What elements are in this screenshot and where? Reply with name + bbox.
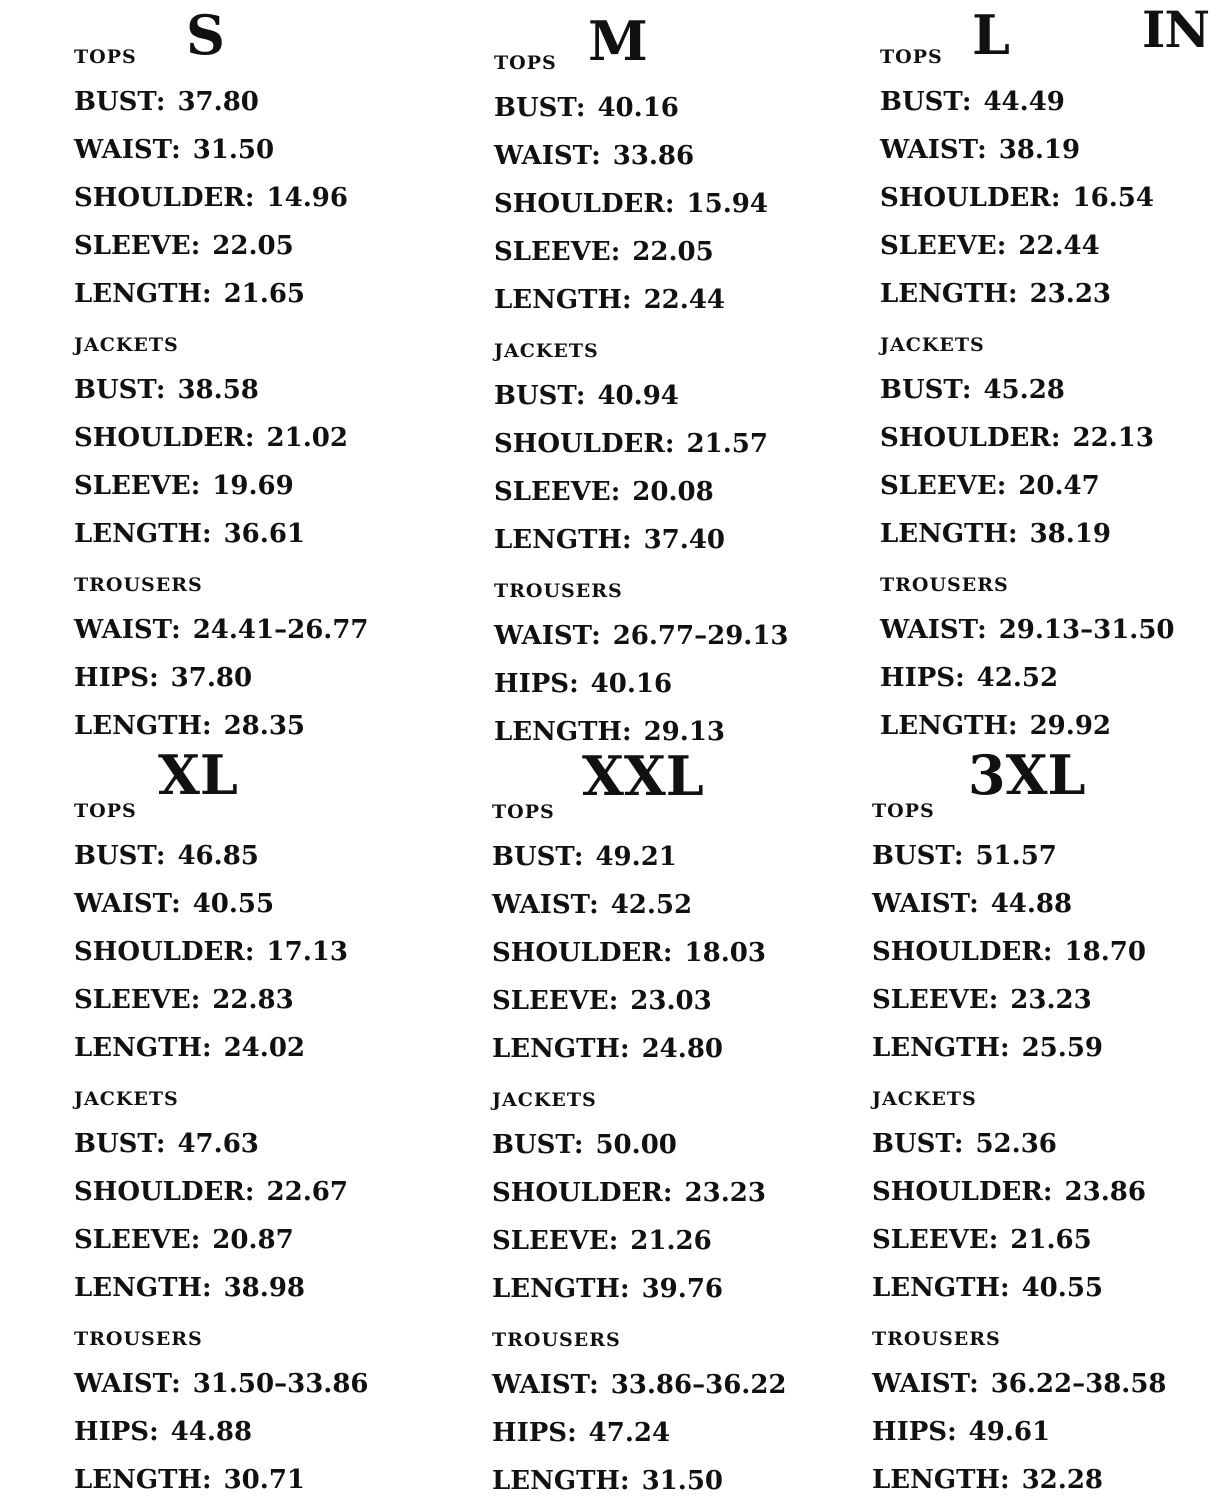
- measure-value: 15.94: [686, 189, 768, 219]
- tops-sleeve-row: SLEEVE: 22.44: [880, 231, 1100, 261]
- measure-value: 24.80: [641, 1034, 724, 1064]
- measure-label: WAIST: [880, 135, 978, 165]
- measure-label: SHOULDER: [74, 937, 245, 967]
- measure-label: LENGTH: [492, 1034, 620, 1064]
- measure-value: 38.58: [177, 375, 259, 405]
- measure-label: SHOULDER: [880, 423, 1051, 453]
- tops-shoulder-row: SHOULDER: 17.13: [74, 937, 348, 967]
- measure-value: 22.05: [632, 237, 714, 267]
- measure-label: WAIST: [74, 615, 172, 645]
- measure-value: 42.52: [610, 890, 693, 920]
- tops-bust-row: BUST: 37.80: [74, 87, 259, 117]
- measure-value: 49.61: [968, 1417, 1051, 1447]
- tops-waist-row: WAIST: 38.19: [880, 135, 1081, 165]
- measure-label: SLEEVE: [492, 986, 609, 1016]
- jackets-bust-row: BUST: 47.63: [74, 1129, 259, 1159]
- trousers-waist-row: WAIST: 31.50–33.86: [74, 1369, 369, 1399]
- jackets-shoulder-row: SHOULDER: 22.67: [74, 1177, 348, 1207]
- measure-value: 22.83: [212, 985, 294, 1015]
- size-title: 3XL: [968, 743, 1086, 807]
- measure-label: LENGTH: [74, 279, 202, 309]
- measure-label: LENGTH: [880, 711, 1008, 741]
- measure-value: 38.98: [223, 1273, 306, 1303]
- jackets-shoulder-row: SHOULDER: 23.86: [872, 1177, 1146, 1207]
- tops-sleeve-row: SLEEVE: 23.03: [492, 986, 712, 1016]
- trousers-hips-row: HIPS: 49.61: [872, 1417, 1051, 1447]
- measure-label: LENGTH: [494, 285, 622, 315]
- tops-shoulder-row: SHOULDER: 14.96: [74, 183, 348, 213]
- trousers-length-row: LENGTH: 30.71: [74, 1465, 306, 1495]
- tops-sleeve-row: SLEEVE: 22.83: [74, 985, 294, 1015]
- measure-label: SLEEVE: [74, 985, 191, 1015]
- measure-label: HIPS: [880, 663, 956, 693]
- measure-label: WAIST: [74, 889, 172, 919]
- measure-label: SHOULDER: [494, 429, 665, 459]
- measure-value: 16.54: [1072, 183, 1154, 213]
- size-title: XXL: [582, 744, 704, 808]
- tops-waist-row: WAIST: 40.55: [74, 889, 275, 919]
- tops-length-row: LENGTH: 24.02: [74, 1033, 306, 1063]
- size-column-m: [494, 6, 834, 751]
- measure-value: 26.77–29.13: [612, 621, 789, 651]
- measure-label: BUST: [872, 1129, 954, 1159]
- tops-bust-row: BUST: 51.57: [872, 841, 1057, 871]
- section-jackets-label: JACKETS: [74, 334, 179, 356]
- measure-label: HIPS: [74, 663, 150, 693]
- trousers-length-row: LENGTH: 29.13: [494, 717, 726, 747]
- jackets-sleeve-row: SLEEVE: 20.47: [880, 471, 1100, 501]
- jackets-length-row: LENGTH: 38.98: [74, 1273, 306, 1303]
- measure-label: BUST: [74, 841, 156, 871]
- section-tops-label: TOPS: [74, 46, 137, 68]
- section-trousers-label: TROUSERS: [492, 1329, 621, 1351]
- size-title: L: [972, 3, 1010, 67]
- measure-value: 22.67: [266, 1177, 348, 1207]
- measure-value: 22.44: [1018, 231, 1100, 261]
- jackets-shoulder-row: SHOULDER: 21.02: [74, 423, 348, 453]
- section-tops-label: TOPS: [880, 46, 943, 68]
- measure-value: 33.86–36.22: [610, 1370, 787, 1400]
- measure-label: WAIST: [872, 1369, 970, 1399]
- section-jackets-label: JACKETS: [492, 1089, 597, 1111]
- measure-value: 21.26: [630, 1226, 712, 1256]
- measure-label: BUST: [492, 842, 574, 872]
- trousers-hips-row: HIPS: 42.52: [880, 663, 1059, 693]
- measure-label: BUST: [494, 93, 576, 123]
- trousers-hips-row: HIPS: 37.80: [74, 663, 253, 693]
- tops-shoulder-row: SHOULDER: 15.94: [494, 189, 768, 219]
- measure-label: SLEEVE: [492, 1226, 609, 1256]
- tops-length-row: LENGTH: 21.65: [74, 279, 306, 309]
- measure-value: 21.02: [266, 423, 348, 453]
- tops-waist-row: WAIST: 44.88: [872, 889, 1073, 919]
- measure-value: 20.08: [632, 477, 714, 507]
- jackets-shoulder-row: SHOULDER: 23.23: [492, 1178, 766, 1208]
- measure-value: 22.44: [643, 285, 726, 315]
- trousers-length-row: LENGTH: 31.50: [492, 1466, 724, 1496]
- measure-label: SHOULDER: [74, 423, 245, 453]
- measure-value: 14.96: [266, 183, 348, 213]
- section-trousers-label: TROUSERS: [74, 1328, 203, 1350]
- tops-bust-row: BUST: 49.21: [492, 842, 677, 872]
- measure-label: BUST: [74, 1129, 156, 1159]
- measure-value: 40.94: [597, 381, 679, 411]
- section-trousers-label: TROUSERS: [880, 574, 1009, 596]
- section-jackets-label: JACKETS: [872, 1088, 977, 1110]
- jackets-bust-row: BUST: 50.00: [492, 1130, 677, 1160]
- measure-label: HIPS: [74, 1417, 150, 1447]
- measure-value: 37.40: [643, 525, 726, 555]
- measure-label: SLEEVE: [74, 471, 191, 501]
- unit-label: IN: [1142, 0, 1210, 59]
- measure-label: WAIST: [74, 135, 172, 165]
- size-column-xl: [74, 743, 414, 1499]
- tops-waist-row: WAIST: 42.52: [492, 890, 693, 920]
- measure-label: SLEEVE: [74, 1225, 191, 1255]
- jackets-shoulder-row: SHOULDER: 22.13: [880, 423, 1154, 453]
- measure-label: LENGTH: [492, 1274, 620, 1304]
- size-title: S: [186, 3, 225, 67]
- measure-value: 52.36: [975, 1129, 1057, 1159]
- measure-label: SLEEVE: [880, 471, 997, 501]
- measure-value: 44.88: [170, 1417, 253, 1447]
- measure-value: 49.21: [595, 842, 677, 872]
- tops-bust-row: BUST: 40.16: [494, 93, 679, 123]
- measure-value: 40.16: [590, 669, 673, 699]
- measure-value: 29.13: [643, 717, 726, 747]
- trousers-hips-row: HIPS: 40.16: [494, 669, 673, 699]
- measure-label: BUST: [74, 87, 156, 117]
- trousers-hips-row: HIPS: 44.88: [74, 1417, 253, 1447]
- jackets-length-row: LENGTH: 37.40: [494, 525, 726, 555]
- jackets-bust-row: BUST: 45.28: [880, 375, 1065, 405]
- section-tops-label: TOPS: [74, 800, 137, 822]
- measure-value: 44.88: [990, 889, 1073, 919]
- measure-value: 18.70: [1064, 937, 1146, 967]
- measure-value: 46.85: [177, 841, 259, 871]
- jackets-length-row: LENGTH: 38.19: [880, 519, 1112, 549]
- measure-label: WAIST: [492, 890, 590, 920]
- jackets-length-row: LENGTH: 39.76: [492, 1274, 724, 1304]
- measure-value: 40.16: [597, 93, 679, 123]
- section-tops-label: TOPS: [494, 52, 557, 74]
- measure-label: SHOULDER: [872, 1177, 1043, 1207]
- measure-value: 22.05: [212, 231, 294, 261]
- measure-label: LENGTH: [872, 1273, 1000, 1303]
- jackets-length-row: LENGTH: 36.61: [74, 519, 306, 549]
- measure-label: BUST: [872, 841, 954, 871]
- size-column-3xl: [872, 743, 1212, 1499]
- measure-label: LENGTH: [494, 717, 622, 747]
- measure-value: 25.59: [1021, 1033, 1104, 1063]
- measure-label: SLEEVE: [74, 231, 191, 261]
- measure-value: 40.55: [1021, 1273, 1104, 1303]
- measure-label: SHOULDER: [494, 189, 665, 219]
- measure-label: LENGTH: [880, 279, 1008, 309]
- jackets-sleeve-row: SLEEVE: 20.87: [74, 1225, 294, 1255]
- measure-value: 44.49: [983, 87, 1065, 117]
- measure-value: 50.00: [595, 1130, 677, 1160]
- trousers-waist-row: WAIST: 29.13–31.50: [880, 615, 1175, 645]
- tops-length-row: LENGTH: 25.59: [872, 1033, 1104, 1063]
- tops-shoulder-row: SHOULDER: 18.03: [492, 938, 766, 968]
- measure-label: LENGTH: [880, 519, 1008, 549]
- tops-sleeve-row: SLEEVE: 22.05: [494, 237, 714, 267]
- measure-label: BUST: [74, 375, 156, 405]
- trousers-length-row: LENGTH: 29.92: [880, 711, 1112, 741]
- measure-value: 20.87: [212, 1225, 294, 1255]
- section-trousers-label: TROUSERS: [494, 580, 623, 602]
- tops-length-row: LENGTH: 22.44: [494, 285, 726, 315]
- section-tops-label: TOPS: [872, 800, 935, 822]
- measure-label: SLEEVE: [880, 231, 997, 261]
- measure-label: HIPS: [492, 1418, 568, 1448]
- section-tops-label: TOPS: [492, 801, 555, 823]
- measure-label: BUST: [494, 381, 576, 411]
- measure-label: SHOULDER: [74, 1177, 245, 1207]
- trousers-length-row: LENGTH: 28.35: [74, 711, 306, 741]
- size-column-s: [74, 0, 414, 745]
- measure-label: HIPS: [872, 1417, 948, 1447]
- section-trousers-label: TROUSERS: [74, 574, 203, 596]
- measure-value: 23.23: [684, 1178, 766, 1208]
- measure-value: 18.03: [684, 938, 766, 968]
- measure-label: LENGTH: [494, 525, 622, 555]
- measure-label: LENGTH: [492, 1466, 620, 1496]
- tops-sleeve-row: SLEEVE: 22.05: [74, 231, 294, 261]
- measure-value: 23.23: [1029, 279, 1112, 309]
- section-trousers-label: TROUSERS: [872, 1328, 1001, 1350]
- tops-length-row: LENGTH: 24.80: [492, 1034, 724, 1064]
- measure-label: SHOULDER: [492, 938, 663, 968]
- measure-label: LENGTH: [74, 1273, 202, 1303]
- jackets-bust-row: BUST: 40.94: [494, 381, 679, 411]
- jackets-bust-row: BUST: 52.36: [872, 1129, 1057, 1159]
- tops-waist-row: WAIST: 31.50: [74, 135, 275, 165]
- measure-label: BUST: [880, 375, 962, 405]
- tops-shoulder-row: SHOULDER: 18.70: [872, 937, 1146, 967]
- measure-label: LENGTH: [74, 1033, 202, 1063]
- measure-label: WAIST: [492, 1370, 590, 1400]
- tops-length-row: LENGTH: 23.23: [880, 279, 1112, 309]
- measure-value: 33.86: [612, 141, 695, 171]
- measure-label: SHOULDER: [74, 183, 245, 213]
- measure-label: SLEEVE: [494, 237, 611, 267]
- measure-value: 32.28: [1021, 1465, 1104, 1495]
- measure-value: 24.02: [223, 1033, 306, 1063]
- measure-label: WAIST: [880, 615, 978, 645]
- measure-value: 20.47: [1018, 471, 1100, 501]
- measure-label: WAIST: [494, 621, 592, 651]
- trousers-waist-row: WAIST: 26.77–29.13: [494, 621, 789, 651]
- measure-value: 31.50: [641, 1466, 724, 1496]
- trousers-waist-row: WAIST: 24.41–26.77: [74, 615, 369, 645]
- measure-label: WAIST: [872, 889, 970, 919]
- measure-value: 24.41–26.77: [192, 615, 369, 645]
- measure-value: 37.80: [177, 87, 259, 117]
- measure-value: 40.55: [192, 889, 275, 919]
- measure-value: 47.24: [588, 1418, 671, 1448]
- measure-label: LENGTH: [872, 1465, 1000, 1495]
- measure-value: 30.71: [223, 1465, 306, 1495]
- tops-bust-row: BUST: 44.49: [880, 87, 1065, 117]
- measure-value: 21.65: [223, 279, 306, 309]
- measure-value: 47.63: [177, 1129, 259, 1159]
- measure-label: SHOULDER: [872, 937, 1043, 967]
- trousers-waist-row: WAIST: 36.22–38.58: [872, 1369, 1167, 1399]
- measure-value: 31.50–33.86: [192, 1369, 369, 1399]
- measure-label: LENGTH: [74, 1465, 202, 1495]
- measure-value: 51.57: [975, 841, 1057, 871]
- measure-label: BUST: [880, 87, 962, 117]
- measure-value: 29.92: [1029, 711, 1112, 741]
- section-jackets-label: JACKETS: [880, 334, 985, 356]
- section-jackets-label: JACKETS: [74, 1088, 179, 1110]
- measure-value: 38.19: [998, 135, 1081, 165]
- measure-label: WAIST: [74, 1369, 172, 1399]
- measure-value: 37.80: [170, 663, 253, 693]
- measure-label: LENGTH: [74, 711, 202, 741]
- tops-bust-row: BUST: 46.85: [74, 841, 259, 871]
- jackets-sleeve-row: SLEEVE: 20.08: [494, 477, 714, 507]
- size-column-l: [880, 0, 1220, 745]
- measure-value: 36.61: [223, 519, 306, 549]
- measure-label: SHOULDER: [880, 183, 1051, 213]
- section-jackets-label: JACKETS: [494, 340, 599, 362]
- jackets-sleeve-row: SLEEVE: 19.69: [74, 471, 294, 501]
- tops-sleeve-row: SLEEVE: 23.23: [872, 985, 1092, 1015]
- measure-value: 39.76: [641, 1274, 724, 1304]
- trousers-waist-row: WAIST: 33.86–36.22: [492, 1370, 787, 1400]
- measure-label: SLEEVE: [872, 985, 989, 1015]
- measure-label: HIPS: [494, 669, 570, 699]
- measure-value: 23.23: [1010, 985, 1092, 1015]
- measure-value: 17.13: [266, 937, 348, 967]
- measure-label: LENGTH: [74, 519, 202, 549]
- measure-label: SHOULDER: [492, 1178, 663, 1208]
- jackets-length-row: LENGTH: 40.55: [872, 1273, 1104, 1303]
- measure-label: SLEEVE: [494, 477, 611, 507]
- measure-label: LENGTH: [872, 1033, 1000, 1063]
- measure-value: 23.03: [630, 986, 712, 1016]
- measure-value: 22.13: [1072, 423, 1154, 453]
- trousers-length-row: LENGTH: 32.28: [872, 1465, 1104, 1495]
- measure-value: 19.69: [212, 471, 294, 501]
- measure-value: 45.28: [983, 375, 1065, 405]
- measure-label: WAIST: [494, 141, 592, 171]
- measure-value: 28.35: [223, 711, 306, 741]
- measure-value: 23.86: [1064, 1177, 1146, 1207]
- measure-value: 29.13–31.50: [998, 615, 1175, 645]
- measure-value: 21.65: [1010, 1225, 1092, 1255]
- measure-label: BUST: [492, 1130, 574, 1160]
- size-column-xxl: [492, 744, 832, 1500]
- tops-waist-row: WAIST: 33.86: [494, 141, 695, 171]
- measure-label: SLEEVE: [872, 1225, 989, 1255]
- jackets-sleeve-row: SLEEVE: 21.26: [492, 1226, 712, 1256]
- jackets-shoulder-row: SHOULDER: 21.57: [494, 429, 768, 459]
- measure-value: 38.19: [1029, 519, 1112, 549]
- jackets-sleeve-row: SLEEVE: 21.65: [872, 1225, 1092, 1255]
- measure-value: 21.57: [686, 429, 768, 459]
- trousers-hips-row: HIPS: 47.24: [492, 1418, 671, 1448]
- size-title: XL: [158, 743, 238, 807]
- size-title: M: [588, 9, 648, 73]
- measure-value: 36.22–38.58: [990, 1369, 1167, 1399]
- measure-value: 42.52: [976, 663, 1059, 693]
- measure-value: 31.50: [192, 135, 275, 165]
- jackets-bust-row: BUST: 38.58: [74, 375, 259, 405]
- tops-shoulder-row: SHOULDER: 16.54: [880, 183, 1154, 213]
